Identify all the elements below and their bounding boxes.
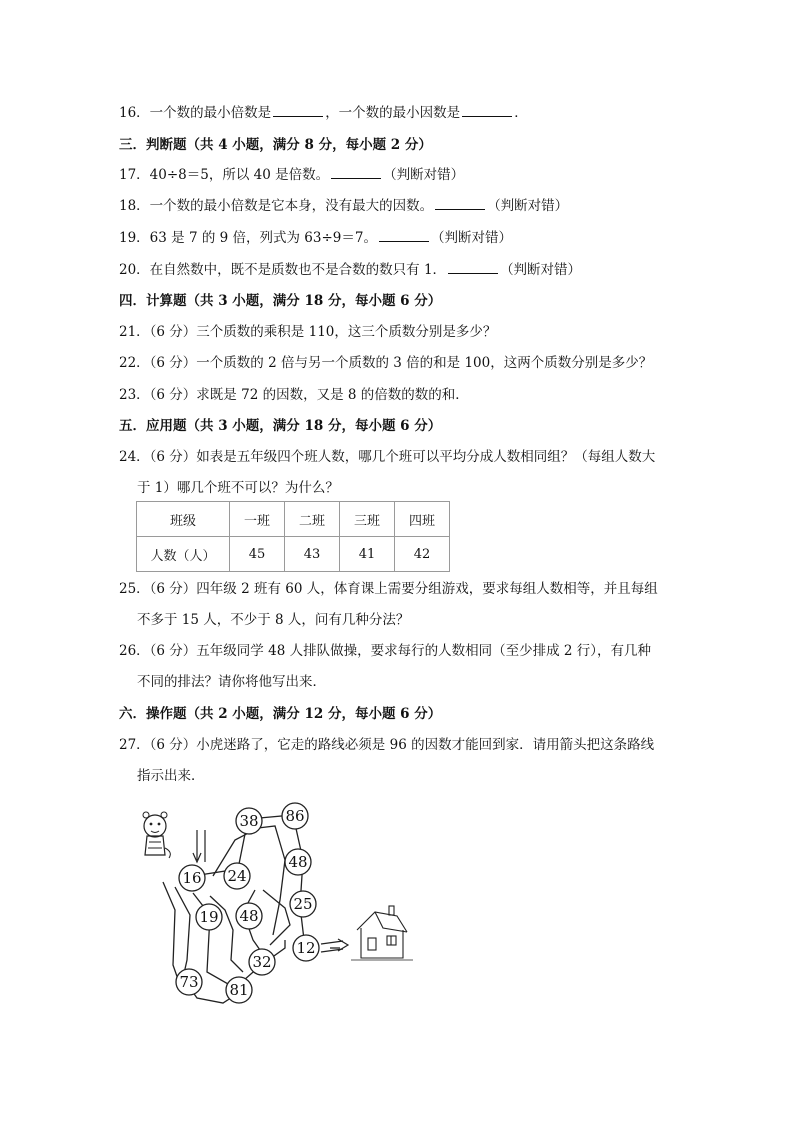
table-cell: 43 [285,537,340,572]
down-arrow-icon [193,830,205,862]
question-26-line-1: 26．（6 分）五年级同学 48 人排队做操，要求每行的人数相同（至少排成 2 行），有几种 [119,643,651,659]
maze-label: 48 [239,907,259,925]
section-5-title: 五．应用题（共 3 小题，满分 18 分，每小题 6 分） [119,418,442,434]
table-cell: 41 [340,537,395,572]
table-header-cell: 班级 [137,502,230,537]
table-cell: 42 [395,537,450,572]
maze-label: 38 [239,812,259,830]
answer-blank[interactable] [435,197,485,210]
table-header-row [137,502,450,537]
question-18 [119,197,568,215]
maze-label: 86 [285,807,305,825]
question-18-text: 18．一个数的最小倍数是它本身，没有最大的因数。 [119,198,434,214]
table-header-cell: 四班 [395,502,450,537]
table-row [137,537,450,572]
question-17-text: 17．40÷8＝5，所以 40 是倍数。 [119,167,330,183]
question-16-mid: ，一个数的最小因数是 [325,105,461,121]
question-21: 21．（6 分）三个质数的乘积是 110，这三个质数分别是多少？ [119,324,497,340]
question-16 [119,104,528,122]
question-19-text: 19．63 是 7 的 9 倍，列式为 63÷9＝7。 [119,230,377,246]
table-header-cell: 一班 [230,502,285,537]
question-17 [119,166,464,184]
question-25-line-2: 不多于 15 人，不少于 8 人，问有几种分法？ [137,612,410,628]
table-header-cell: 三班 [340,502,395,537]
maze-label: 32 [252,953,272,971]
question-24-line-1: 24．（6 分）如表是五年级四个班人数，哪几个班可以平均分成人数相同组？（每组人数大 [119,449,656,465]
question-18-end: （判断对错） [487,198,569,214]
question-27-line-1: 27．（6 分）小虎迷路了，它走的路线必须是 96 的因数才能回到家．请用箭头把这条路线 [119,737,655,753]
answer-blank[interactable] [379,229,429,242]
section-3-title: 三．判断题（共 4 小题，满分 8 分，每小题 2 分） [119,137,432,153]
question-27-line-2: 指示出来． [137,768,205,784]
right-arrow-icon [321,939,348,952]
question-23: 23．（6 分）求既是 72 的因数，又是 8 的倍数的数的和． [119,387,469,403]
tiger-icon [143,812,170,858]
house-icon [351,906,413,960]
maze-label: 48 [288,853,308,871]
question-25-line-1: 25．（6 分）四年级 2 班有 60 人，体育课上需要分组游戏，要求每组人数相等，并且每组 [119,581,658,597]
question-22: 22．（6 分）一个质数的 2 倍与另一个质数的 3 倍的和是 100，这两个质数分别是多少？ [119,355,653,371]
question-16-text: 16．一个数的最小倍数是 [119,105,272,121]
table-row-label: 人数（人） [137,537,230,572]
answer-blank[interactable] [331,166,381,179]
question-19 [119,229,512,247]
maze-label: 19 [199,908,219,926]
section-6-title: 六．操作题（共 2 小题，满分 12 分，每小题 6 分） [119,706,442,722]
maze-label: 16 [182,869,202,887]
class-size-table [136,501,450,572]
answer-blank[interactable] [273,104,323,117]
question-16-end: ． [514,105,528,121]
question-20-end: （判断对错） [500,262,582,278]
question-20-text: 20．在自然数中，既不是质数也不是合数的数只有 1． [119,262,447,278]
maze-label: 81 [229,981,249,999]
question-17-end: （判断对错） [383,167,465,183]
table-header-cell: 二班 [285,502,340,537]
question-24-line-2: 于 1）哪几个班不可以？为什么？ [137,480,339,496]
maze-label: 24 [227,867,247,885]
question-19-end: （判断对错） [430,230,512,246]
answer-blank[interactable] [448,261,498,274]
maze-label: 25 [293,895,313,913]
answer-blank[interactable] [462,104,512,117]
question-20 [119,261,581,279]
section-4-title: 四．计算题（共 3 小题，满分 18 分，每小题 6 分） [119,293,442,309]
maze-diagram [135,800,415,1005]
question-26-line-2: 不同的排法？请你将他写出来． [137,674,326,690]
table-cell: 45 [230,537,285,572]
maze-label: 12 [296,939,316,957]
maze-label: 73 [179,973,199,991]
